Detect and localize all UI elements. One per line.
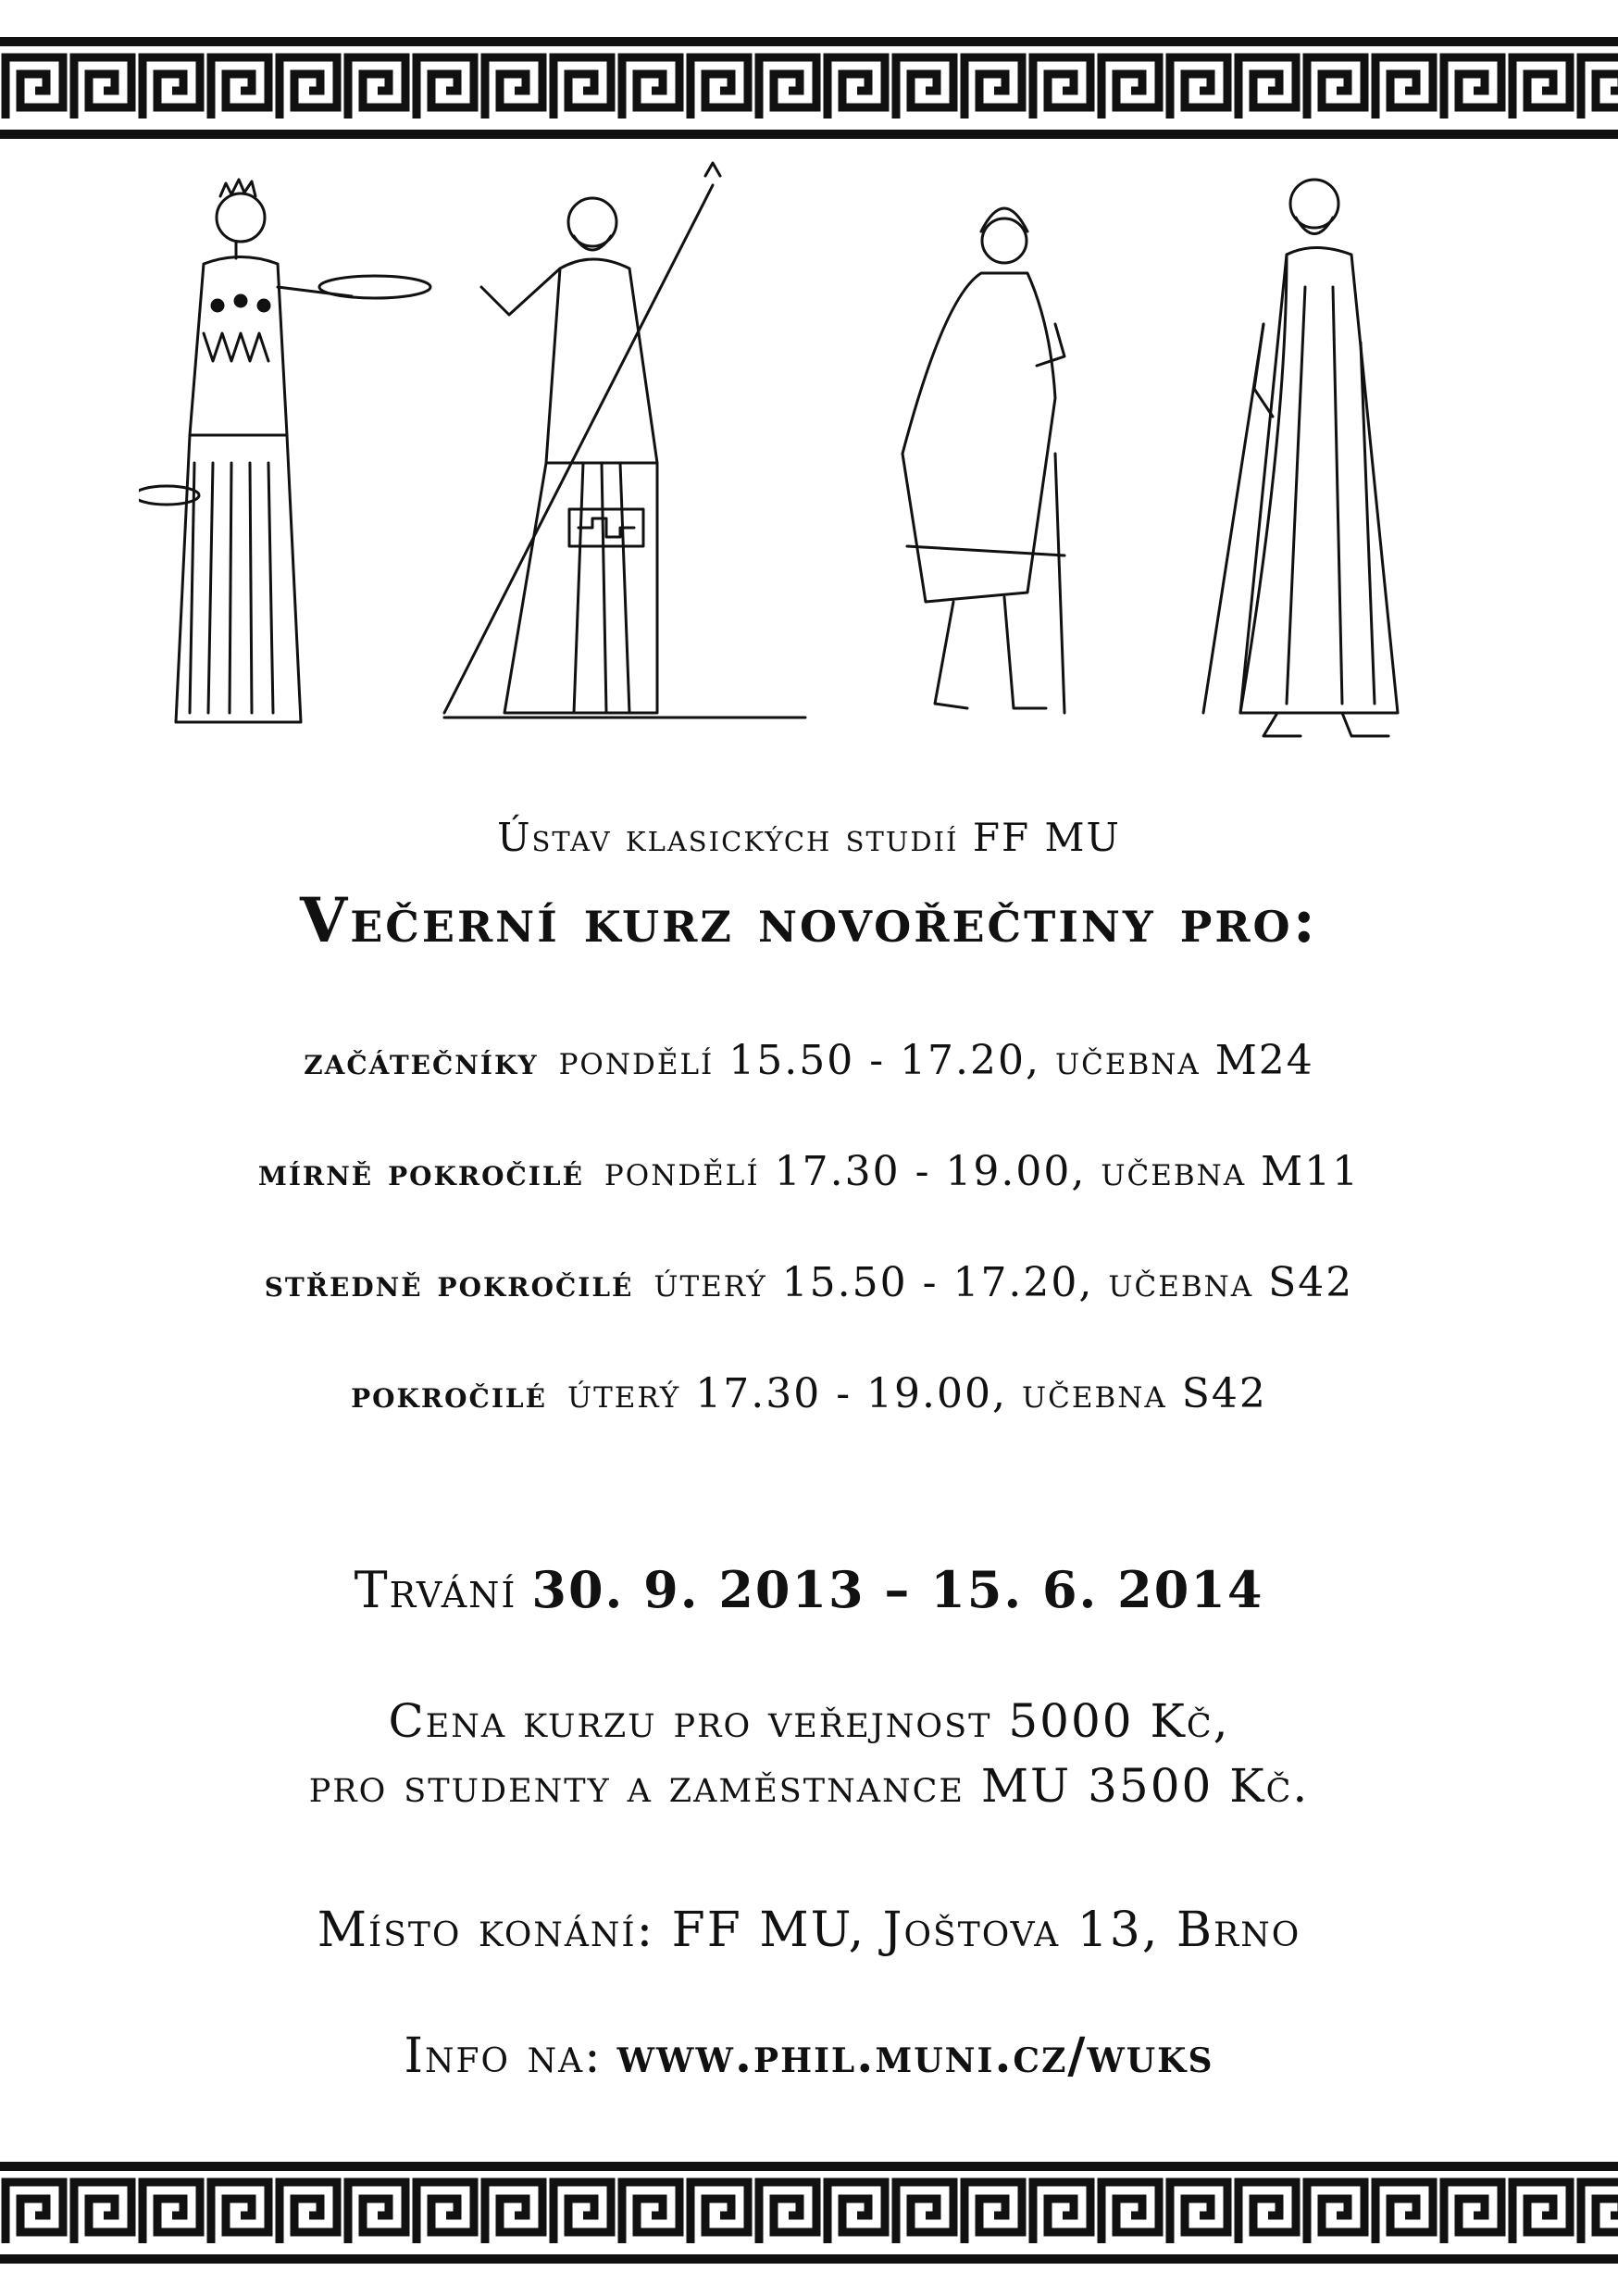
info-url-link[interactable]: www.phil.muni.cz/wuks	[616, 2028, 1214, 2084]
course-row	[0, 1370, 1618, 1417]
institute-name: Ústav klasických studií FF MU	[497, 815, 1121, 860]
price-line-students: pro studenty a zaměstnance MU 3500 Kč.	[308, 1759, 1310, 1813]
course-schedule: úterý 15.50 - 17.20, učebna S42	[653, 1259, 1354, 1306]
course-schedule: úterý 17.30 - 19.00, učebna S42	[566, 1370, 1267, 1417]
greek-key-border-top	[0, 37, 1618, 139]
venue-line: Místo konání: FF MU, Joštova 13, Brno	[317, 1903, 1301, 1958]
headline: Večerní kurz novořečtiny pro:	[300, 884, 1318, 956]
course-row	[0, 1037, 1618, 1084]
course-schedule: pondělí 15.50 - 17.20, učebna M24	[558, 1037, 1314, 1084]
duration-line	[0, 1560, 1618, 1619]
info-label: Info na:	[404, 2028, 603, 2084]
duration-dates: 30. 9. 2013 – 15. 6. 2014	[531, 1560, 1264, 1619]
greek-figures-illustration	[139, 157, 1479, 750]
course-level: středně pokročilé	[264, 1262, 634, 1305]
course-row	[0, 1259, 1618, 1306]
duration-label: Trvání	[354, 1561, 517, 1619]
course-level: mírně pokročilé	[257, 1151, 584, 1194]
course-schedule: pondělí 17.30 - 19.00, učebna M11	[604, 1148, 1361, 1195]
woman-with-tray-figure	[139, 180, 430, 722]
greek-key-border-bottom	[0, 2162, 1618, 2264]
bearded-man-with-staff-figure	[444, 163, 805, 718]
old-man-with-staff-figure	[1203, 180, 1398, 736]
info-line	[0, 2028, 1618, 2084]
young-man-with-cloak-figure	[902, 208, 1064, 713]
course-row	[0, 1148, 1618, 1195]
price-line-public: Cena kurzu pro veřejnost 5000 Kč,	[388, 1694, 1230, 1748]
course-level: pokročilé	[351, 1373, 547, 1416]
course-level: začátečníky	[304, 1040, 539, 1083]
